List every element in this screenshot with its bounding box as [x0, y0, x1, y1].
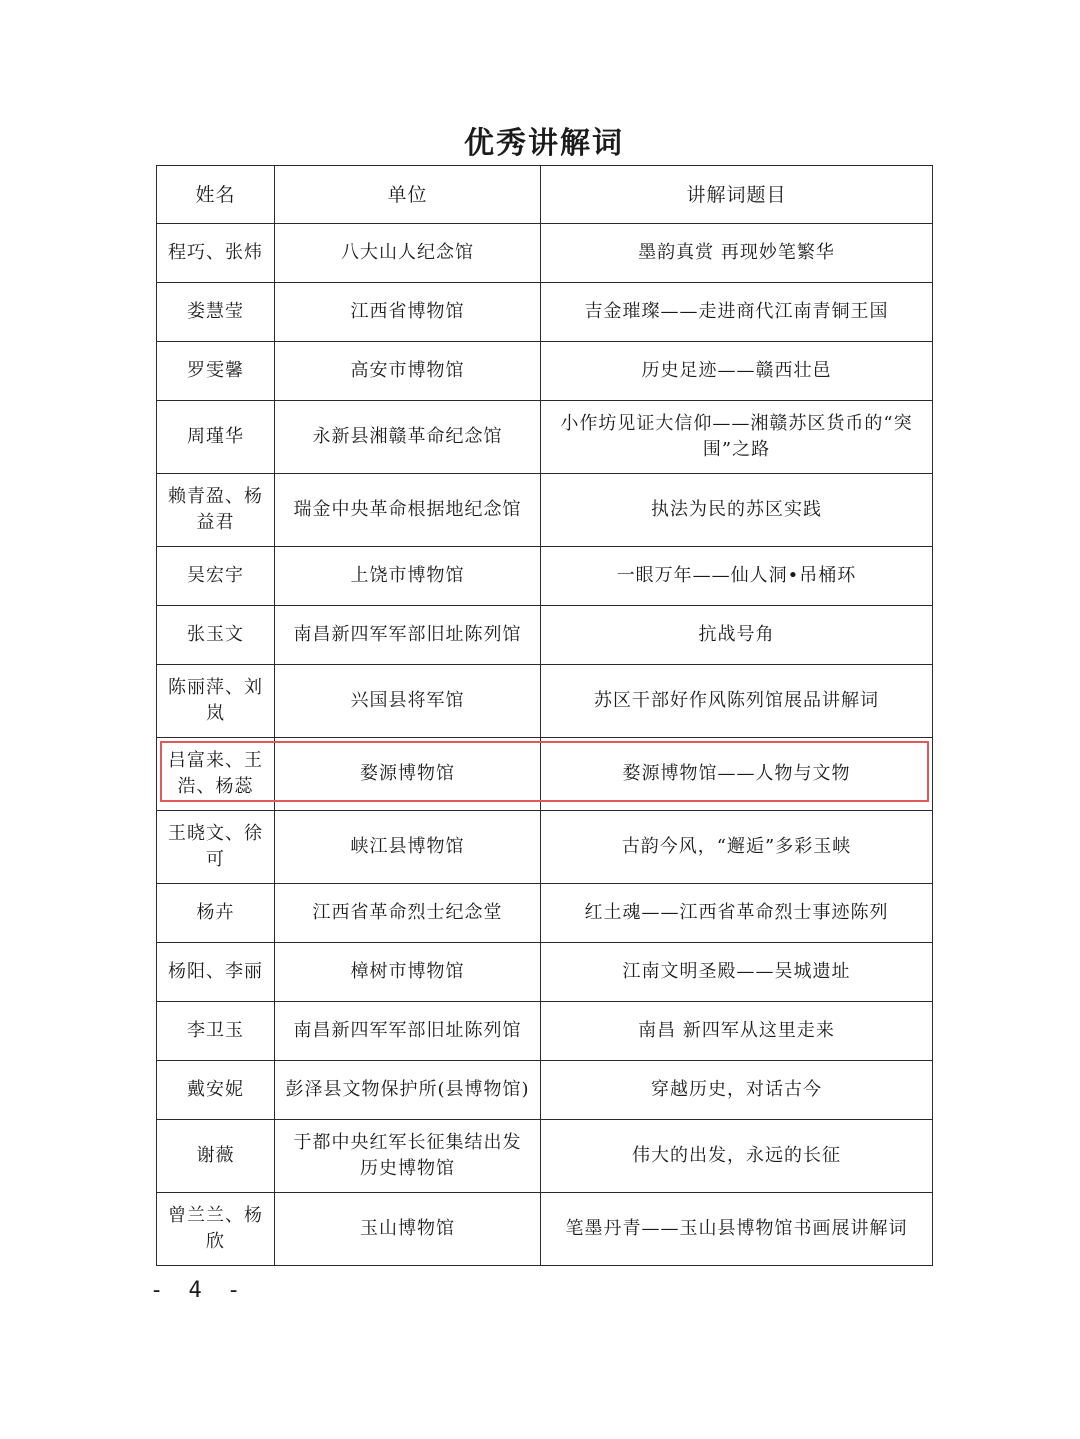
cell-name: 李卫玉 — [157, 1002, 275, 1061]
cell-name: 杨阳、李丽 — [157, 943, 275, 1002]
cell-name: 王晓文、徐可 — [157, 811, 275, 884]
cell-name: 谢薇 — [157, 1120, 275, 1193]
table-row — [157, 665, 933, 738]
cell-unit: 南昌新四军军部旧址陈列馆 — [275, 606, 541, 665]
table-row — [157, 283, 933, 342]
page-number: - 4 - — [150, 1278, 247, 1303]
cell-name: 罗雯馨 — [157, 342, 275, 401]
cell-unit: 上饶市博物馆 — [275, 547, 541, 606]
cell-topic: 苏区干部好作风陈列馆展品讲解词 — [541, 665, 933, 738]
page-title: 优秀讲解词 — [464, 126, 624, 161]
cell-topic: 红土魂——江西省革命烈士事迹陈列 — [541, 884, 933, 943]
cell-name: 陈丽萍、刘岚 — [157, 665, 275, 738]
cell-topic: 婺源博物馆——人物与文物 — [541, 738, 933, 811]
table-row — [157, 1193, 933, 1266]
header-unit: 单位 — [275, 166, 541, 224]
cell-unit: 江西省博物馆 — [275, 283, 541, 342]
cell-topic: 伟大的出发，永远的长征 — [541, 1120, 933, 1193]
cell-name: 周瑾华 — [157, 401, 275, 474]
cell-topic: 历史足迹——赣西壮邑 — [541, 342, 933, 401]
header-topic: 讲解词题目 — [541, 166, 933, 224]
table-row — [157, 884, 933, 943]
table-row-highlighted — [157, 738, 933, 811]
table-row — [157, 811, 933, 884]
cell-topic: 古韵今风，“邂逅”多彩玉峡 — [541, 811, 933, 884]
table-row — [157, 1002, 933, 1061]
cell-unit: 婺源博物馆 — [275, 738, 541, 811]
cell-unit: 高安市博物馆 — [275, 342, 541, 401]
cell-name: 赖青盈、杨益君 — [157, 474, 275, 547]
cell-topic: 抗战号角 — [541, 606, 933, 665]
cell-topic: 墨韵真赏 再现妙笔繁华 — [541, 224, 933, 283]
cell-name: 曾兰兰、杨欣 — [157, 1193, 275, 1266]
cell-topic: 一眼万年——仙人洞•吊桶环 — [541, 547, 933, 606]
cell-topic: 小作坊见证大信仰——湘赣苏区货币的“突围”之路 — [541, 401, 933, 474]
table-row — [157, 224, 933, 283]
table-row — [157, 1120, 933, 1193]
cell-name: 吴宏宇 — [157, 547, 275, 606]
cell-topic: 江南文明圣殿——吴城遗址 — [541, 943, 933, 1002]
table-row — [157, 943, 933, 1002]
header-name: 姓名 — [157, 166, 275, 224]
cell-topic: 南昌 新四军从这里走来 — [541, 1002, 933, 1061]
cell-unit: 江西省革命烈士纪念堂 — [275, 884, 541, 943]
table-row — [157, 1061, 933, 1120]
cell-unit: 永新县湘赣革命纪念馆 — [275, 401, 541, 474]
cell-name: 张玉文 — [157, 606, 275, 665]
cell-name: 程巧、张炜 — [157, 224, 275, 283]
cell-unit: 樟树市博物馆 — [275, 943, 541, 1002]
cell-name: 娄慧莹 — [157, 283, 275, 342]
table-header-row — [157, 166, 933, 224]
cell-topic: 笔墨丹青——玉山县博物馆书画展讲解词 — [541, 1193, 933, 1266]
cell-unit: 八大山人纪念馆 — [275, 224, 541, 283]
cell-topic: 吉金璀璨——走进商代江南青铜王国 — [541, 283, 933, 342]
cell-unit: 瑞金中央革命根据地纪念馆 — [275, 474, 541, 547]
cell-unit: 玉山博物馆 — [275, 1193, 541, 1266]
table-row — [157, 342, 933, 401]
cell-name: 戴安妮 — [157, 1061, 275, 1120]
table-row — [157, 606, 933, 665]
cell-unit: 于都中央红军长征集结出发历史博物馆 — [275, 1120, 541, 1193]
cell-unit: 兴国县将军馆 — [275, 665, 541, 738]
cell-unit: 南昌新四军军部旧址陈列馆 — [275, 1002, 541, 1061]
cell-topic: 穿越历史，对话古今 — [541, 1061, 933, 1120]
cell-unit: 彭泽县文物保护所(县博物馆) — [275, 1061, 541, 1120]
cell-unit: 峡江县博物馆 — [275, 811, 541, 884]
table-row — [157, 547, 933, 606]
table-row — [157, 474, 933, 547]
cell-name: 杨卉 — [157, 884, 275, 943]
cell-name: 吕富来、王浩、杨蕊 — [157, 738, 275, 811]
table-row — [157, 401, 933, 474]
cell-topic: 执法为民的苏区实践 — [541, 474, 933, 547]
awards-table — [156, 165, 933, 1266]
